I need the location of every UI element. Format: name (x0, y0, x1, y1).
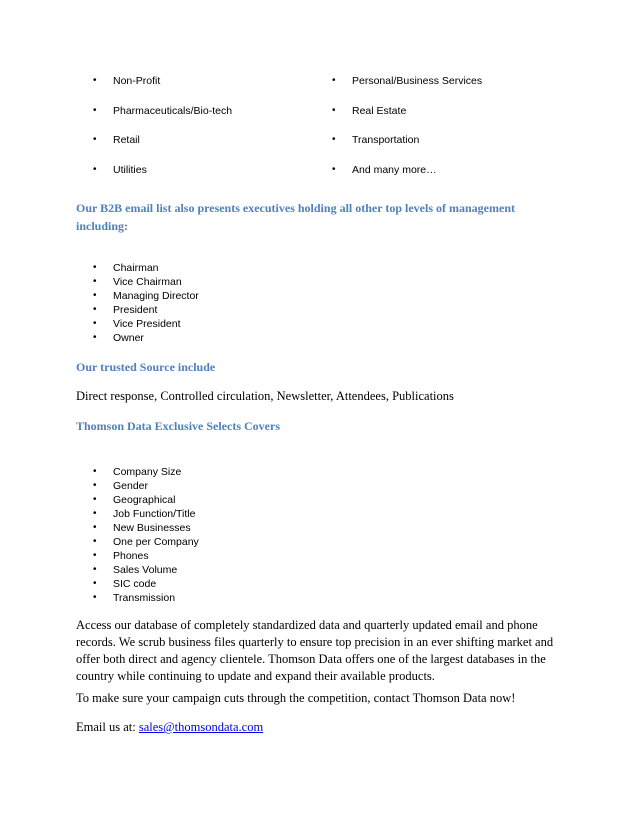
select-label: One per Company (113, 536, 199, 548)
bullet-icon: • (93, 290, 97, 301)
bullet-icon: • (93, 480, 97, 491)
email-link[interactable]: sales@thomsondata.com (138, 720, 264, 734)
bullet-icon: • (93, 262, 97, 273)
management-label: Chairman (113, 262, 159, 274)
bullet-icon: • (332, 134, 336, 145)
select-label: Job Function/Title (113, 508, 196, 520)
management-label: Vice Chairman (113, 276, 182, 288)
bullet-icon: • (93, 508, 97, 519)
select-label: SIC code (113, 578, 157, 590)
management-item (93, 275, 199, 289)
select-item (93, 479, 199, 493)
management-item (93, 261, 199, 275)
bullet-icon: • (93, 104, 97, 116)
industry-label: Real Estate (352, 104, 407, 117)
management-item (93, 331, 199, 345)
bullet-icon: • (93, 494, 97, 505)
select-label: Phones (113, 550, 149, 562)
select-item (93, 591, 199, 605)
industry-label: Retail (113, 134, 140, 146)
selects-heading: Thomson Data Exclusive Selects Covers (76, 419, 280, 433)
bullet-icon: • (93, 550, 97, 561)
industry-label: And many more… (352, 163, 437, 176)
management-list (93, 261, 199, 345)
management-label: Managing Director (113, 290, 199, 302)
management-item (93, 303, 199, 317)
bullet-icon: • (93, 134, 97, 145)
industry-item (93, 163, 232, 193)
source-text: Direct response, Controlled circulation, Newsletter, Attendees, Publications (76, 389, 454, 403)
select-label: Sales Volume (113, 564, 178, 576)
contact-paragraph: To make sure your campaign cuts through the competition, contact Thomson Data now! (76, 691, 516, 705)
bullet-icon: • (93, 592, 97, 603)
select-label: Company Size (113, 466, 182, 478)
select-label: New Businesses (113, 522, 191, 534)
management-label: President (113, 304, 158, 316)
bullet-icon: • (332, 75, 336, 86)
bullet-icon: • (93, 564, 97, 575)
select-label: Geographical (113, 494, 176, 506)
bullet-icon: • (93, 304, 97, 315)
industry-label: Personal/Business Services (352, 75, 483, 87)
database-paragraph: Access our database of completely standardized data and quarterly updated email and phone records. We scrub business files quarterly to ensure top precision in an ever shifting market and offer both direct and agency clientele. Thomson Data offers one of the largest databases in the country while continuing to update and expand their available products. (76, 618, 554, 683)
select-label: Gender (113, 480, 149, 492)
industry-item (93, 104, 233, 134)
industry-list-left (93, 74, 233, 192)
industry-item (93, 133, 232, 163)
email-line (76, 719, 562, 736)
management-label: Owner (113, 332, 144, 344)
industry-list-right (332, 74, 483, 192)
industry-item (93, 74, 232, 104)
management-item (93, 289, 199, 303)
industry-label: Pharmaceuticals/Bio-tech (113, 104, 233, 117)
bullet-icon: • (93, 522, 97, 533)
select-item (93, 535, 199, 549)
industry-item (332, 104, 482, 134)
selects-list (93, 465, 199, 605)
bullet-icon: • (93, 332, 97, 343)
select-item (93, 507, 199, 521)
email-label: Email us at: (76, 720, 139, 734)
select-item (93, 577, 199, 591)
bullet-icon: • (93, 75, 97, 86)
select-item (93, 563, 199, 577)
industry-item (332, 74, 483, 104)
bullet-icon: • (93, 466, 97, 477)
management-item (93, 317, 199, 331)
bullet-icon: • (332, 104, 336, 116)
select-item (93, 521, 199, 535)
industry-item (332, 133, 482, 163)
industry-label: Transportation (352, 134, 420, 146)
select-item (93, 493, 199, 507)
management-label: Vice President (113, 318, 181, 330)
management-heading: Our B2B email list also presents executives holding all other top levels of management including: (76, 201, 515, 233)
bullet-icon: • (93, 276, 97, 287)
industry-item (332, 163, 482, 193)
bullet-icon: • (93, 578, 97, 589)
industry-label: Utilities (113, 163, 147, 176)
industry-label: Non-Profit (113, 75, 161, 87)
bullet-icon: • (93, 163, 97, 175)
source-heading: Our trusted Source include (76, 360, 216, 374)
bullet-icon: • (93, 536, 97, 547)
select-item (93, 549, 199, 563)
bullet-icon: • (93, 318, 97, 329)
select-label: Transmission (113, 592, 176, 604)
bullet-icon: • (332, 163, 336, 175)
select-item (93, 465, 199, 479)
